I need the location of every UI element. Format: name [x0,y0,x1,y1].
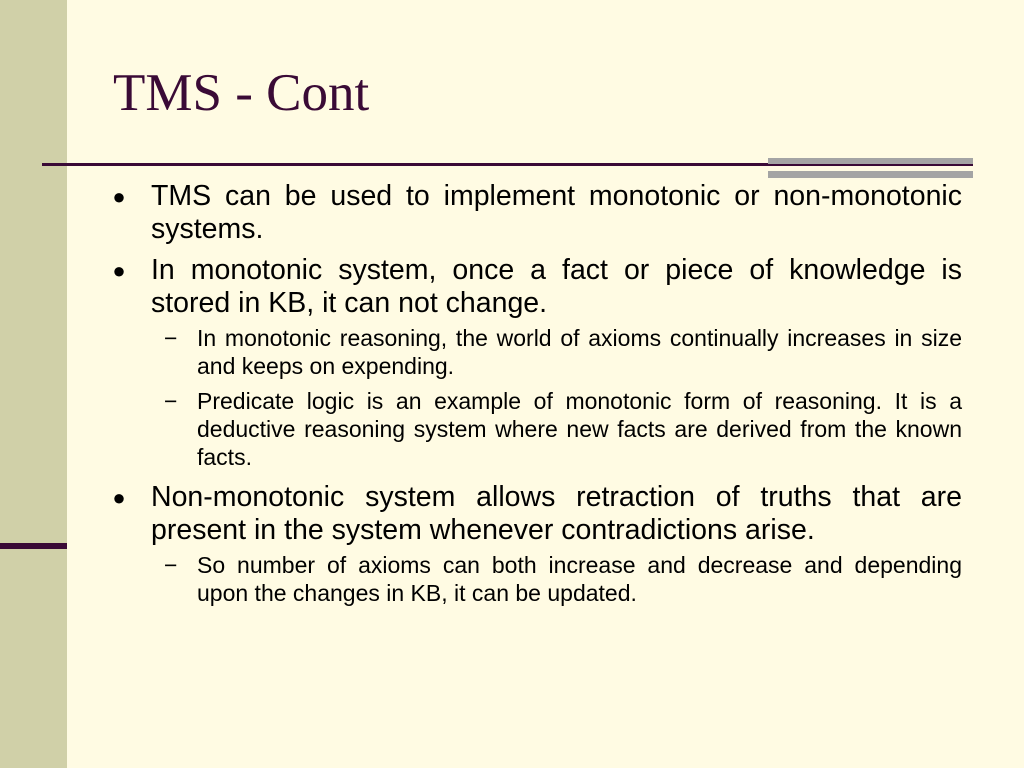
sub-bullet-text: Predicate logic is an example of monotonic form of reasoning. It is a deductive reasoning system where new facts are derived from the known facts. [197,388,962,470]
sub-bullet-item [160,387,962,471]
dash-icon: − [164,325,178,351]
side-accent-bar [0,543,67,549]
bullet-text: TMS can be used to implement monotonic or non-monotonic systems. [151,180,962,245]
slide-title: TMS - Cont [113,64,370,122]
bullet-text: In monotonic system, once a fact or piece of knowledge is stored in KB, it can not change. [151,254,962,319]
bullet-text: Non-monotonic system allows retraction of truths that are present in the system whenever contradictions arise. [151,481,962,546]
bullet-item [112,180,962,246]
bullet-dot-icon: ● [112,184,126,209]
dash-icon: − [164,388,178,414]
sub-bullet-list [160,324,962,471]
slide-body [112,180,962,617]
bullet-item [112,481,962,547]
side-band [0,0,67,768]
dash-icon: − [164,552,178,578]
bullet-item [112,254,962,320]
sub-bullet-list [160,551,962,607]
bullet-dot-icon: ● [112,485,126,510]
sub-bullet-item [160,324,962,380]
sub-bullet-text: In monotonic reasoning, the world of axioms continually increases in size and keeps on expending. [197,325,962,379]
sub-bullet-text: So number of axioms can both increase and decrease and depending upon the changes in KB, it can be updated. [197,552,962,606]
sub-bullet-item [160,551,962,607]
bullet-dot-icon: ● [112,258,126,283]
title-divider-accent [768,158,973,178]
